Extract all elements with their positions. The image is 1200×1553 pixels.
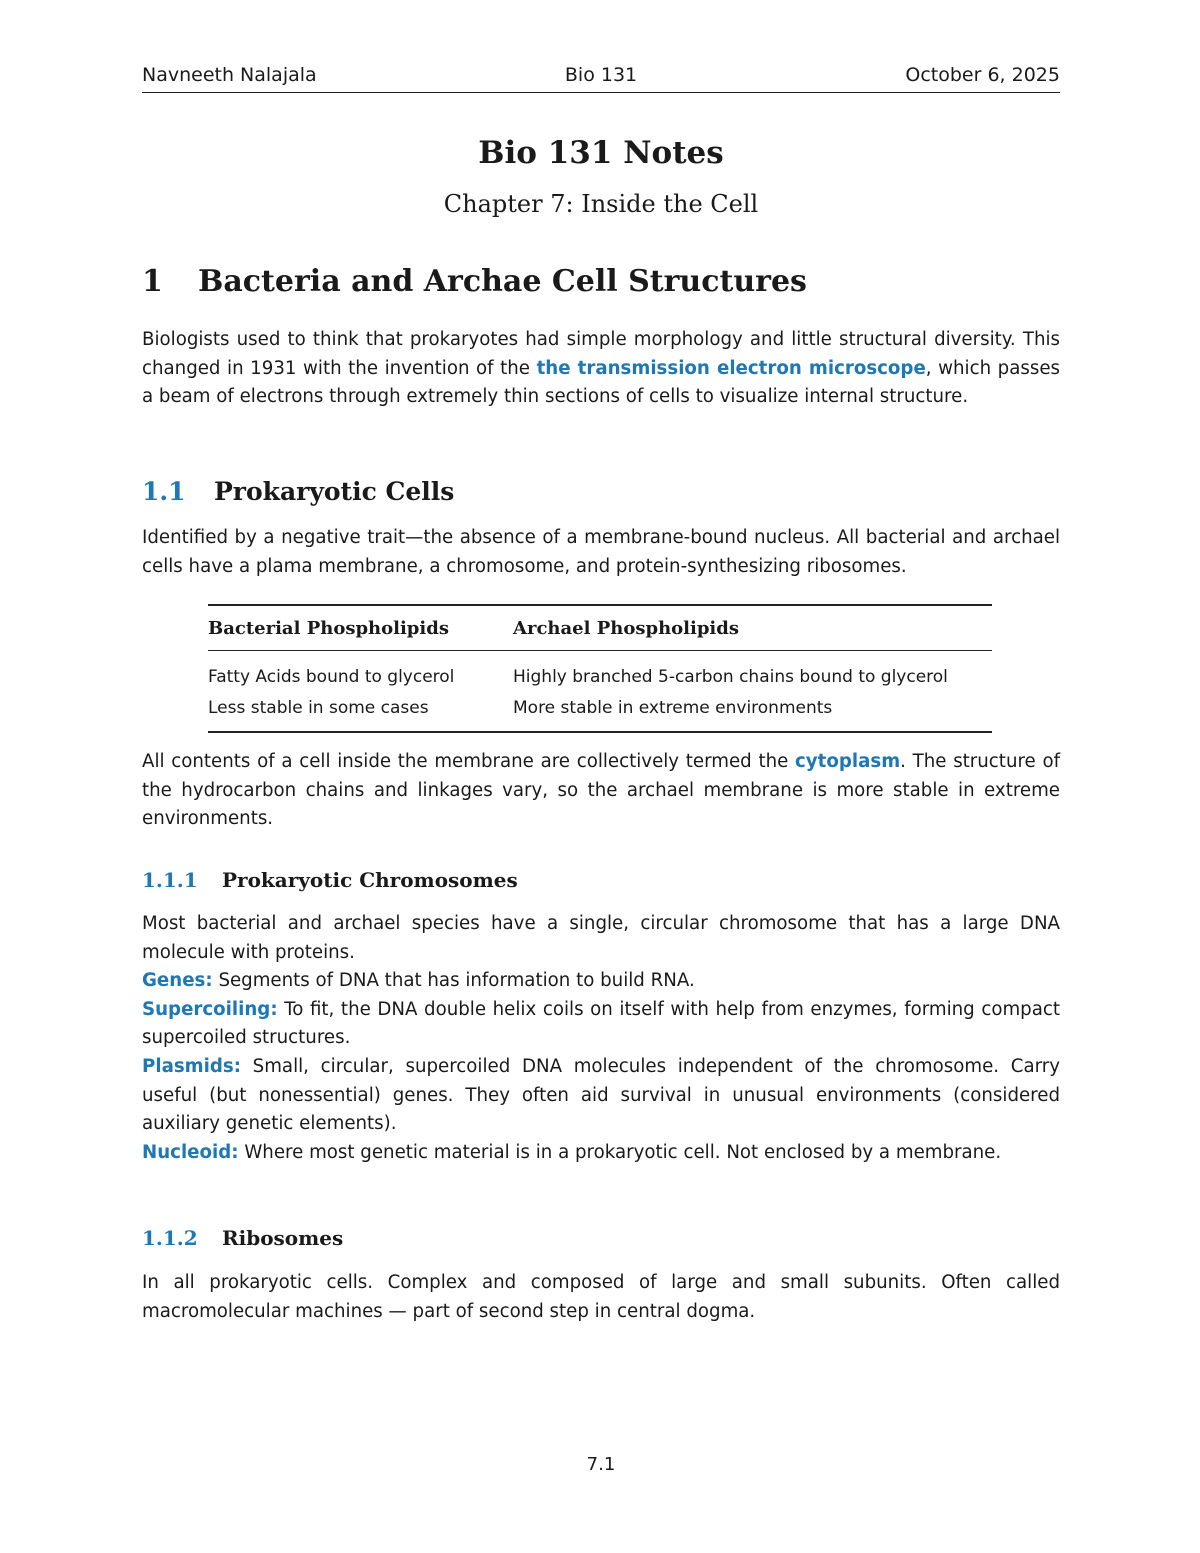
subsubsection-heading [142, 1226, 343, 1250]
table-row [208, 651, 992, 693]
definition-item [142, 967, 1060, 996]
section-intro-paragraph [142, 326, 1060, 412]
document-title: Bio 131 Notes [478, 135, 724, 171]
page-header [142, 62, 1060, 93]
definition-term: Plasmids: [142, 1055, 241, 1077]
intro-text-end: , which passes a beam of electrons through extremely thin sections of cells to visualize internal structure. [142, 357, 1060, 408]
header-course: Bio 131 [564, 64, 638, 86]
subsubsection-number: 1.1.2 [142, 1226, 198, 1250]
cytoplasm-term: cytoplasm [795, 751, 901, 772]
table-row [208, 692, 992, 732]
section-number: 1 [142, 264, 163, 299]
document-subtitle: Chapter 7: Inside the Cell [443, 190, 759, 218]
table-cell: More stable in extreme environments [513, 697, 833, 718]
intro-text: Biologists used to think that prokaryotes had simple morphology and little structural diversity. This changed in 1931 with the invention of the [142, 329, 1060, 379]
table-cell: Less stable in some cases [208, 697, 429, 718]
phospholipid-table [208, 604, 992, 733]
definition-text: Small, circular, supercoiled DNA molecules independent of the chromosome. Carry useful (but nonessential) genes. They often aid survival in unusual environments (considered auxiliary genetic elements). [142, 1055, 1060, 1135]
section-title: Bacteria and Archae Cell Structures [198, 264, 807, 299]
section-heading [142, 264, 807, 299]
subsubsection-number: 1.1.1 [142, 868, 198, 892]
subsubsection-title: Ribosomes [222, 1226, 344, 1250]
table-cell: Fatty Acids bound to glycerol [208, 666, 455, 687]
table-header-cell: Bacterial Phospholipids [208, 605, 513, 651]
prokaryotic-cells-paragraph: Identified by a negative trait—the absence of a membrane-bound nucleus. All bacterial and archael cells have a plama membrane, a chromosome, and protein-synthesizing ribosomes. [142, 527, 1060, 577]
cytoplasm-text: All contents of a cell inside the membrane are collectively termed the [142, 751, 796, 772]
chromosomes-intro: Most bacterial and archael species have a single, circular chromosome that has a large DNA molecule with proteins. [142, 913, 1060, 963]
definition-item [142, 1139, 1060, 1168]
header-date: October 6, 2025 [905, 64, 1060, 86]
definition-text: To fit, the DNA double helix coils on itself with help from enzymes, forming compact supercoiled structures. [142, 998, 1060, 1049]
subsubsection-heading [142, 868, 518, 892]
chromosomes-block [142, 910, 1060, 1167]
definition-text: Where most genetic material is in a prokaryotic cell. Not enclosed by a membrane. [238, 1141, 1002, 1163]
definition-term: Genes: [142, 970, 213, 992]
page-number: 7.1 [586, 1454, 616, 1475]
table-cell: Highly branched 5-carbon chains bound to glycerol [513, 666, 948, 687]
subsection-title: Prokaryotic Cells [214, 477, 455, 506]
subsection-heading [142, 477, 454, 506]
cytoplasm-paragraph [142, 748, 1060, 834]
definition-item [142, 1053, 1060, 1139]
definition-term: Supercoiling: [142, 998, 278, 1020]
ribosomes-paragraph: In all prokaryotic cells. Complex and composed of large and small subunits. Often called macromolecular machines — part of second step in central dogma. [142, 1272, 1060, 1322]
definition-term: Nucleoid: [142, 1141, 239, 1163]
subsection-number: 1.1 [142, 477, 186, 506]
definition-item [142, 996, 1060, 1053]
header-author: Navneeth Nalajala [142, 64, 317, 86]
subsubsection-title: Prokaryotic Chromosomes [222, 868, 518, 892]
table-header-cell: Archael Phospholipids [513, 605, 992, 651]
definition-text: Segments of DNA that has information to build RNA. [212, 970, 695, 992]
cytoplasm-text-end: . The structure of the hydrocarbon chains and linkages vary, so the archael membrane is more stable in extreme environments. [142, 751, 1060, 830]
intro-term: the transmission electron microscope [536, 357, 926, 379]
